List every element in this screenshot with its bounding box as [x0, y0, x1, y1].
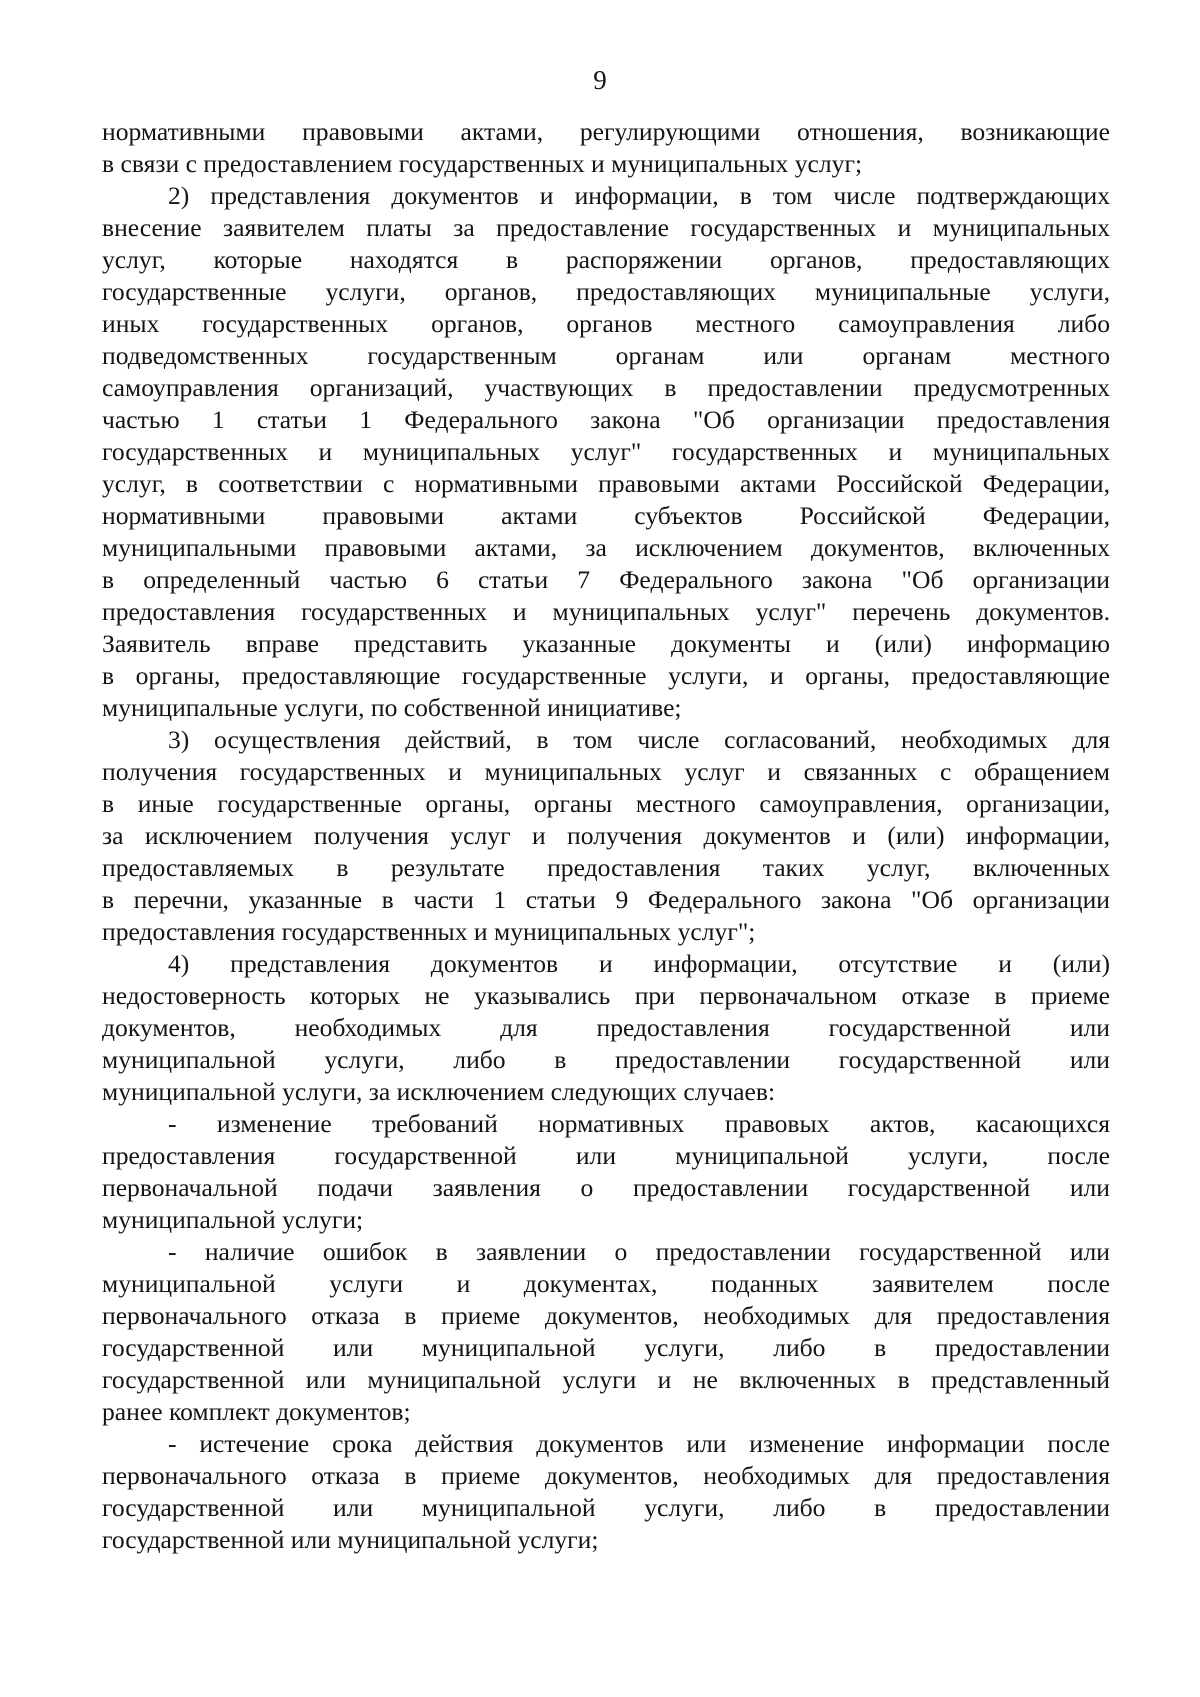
text-line: - изменение требований нормативных правовых актов, касающихся: [168, 1109, 1110, 1138]
text-line: недостоверность которых не указывались при первоначальном отказе в приеме: [102, 981, 1110, 1010]
text-line: Заявитель вправе представить указанные документы и (или) информацию: [102, 629, 1110, 658]
text-line: муниципальной услуги и документах, поданных заявителем после: [102, 1269, 1110, 1298]
text-line: предоставления государственных и муниципальных услуг";: [102, 917, 756, 946]
text-line: муниципальными правовыми актами, за исключением документов, включенных: [102, 533, 1110, 562]
text-line: документов, необходимых для предоставления государственной или: [102, 1013, 1110, 1042]
text-line: государственной или муниципальной услуги, либо в предоставлении: [102, 1333, 1110, 1362]
text-line: государственной или муниципальной услуги;: [102, 1525, 599, 1554]
text-line: нормативными правовыми актами, регулирующими отношения, возникающие: [102, 117, 1110, 146]
text-line: в иные государственные органы, органы местного самоуправления, организации,: [102, 789, 1110, 818]
text-line: муниципальной услуги, за исключением следующих случаев:: [102, 1077, 776, 1106]
text-line: внесение заявителем платы за предоставление государственных и муниципальных: [102, 213, 1110, 242]
text-line: - истечение срока действия документов или изменение информации после: [168, 1429, 1110, 1458]
text-line: подведомственных государственным органам или органам местного: [102, 341, 1110, 370]
text-line: государственной или муниципальной услуги и не включенных в представленный: [102, 1365, 1110, 1394]
text-line: муниципальные услуги, по собственной инициативе;: [102, 693, 682, 722]
document-body: [102, 116, 1110, 1556]
text-line: 4) представления документов и информации, отсутствие и (или): [168, 949, 1110, 978]
text-line: в органы, предоставляющие государственные услуги, и органы, предоставляющие: [102, 661, 1110, 690]
text-line: ранее комплект документов;: [102, 1397, 411, 1426]
text-line: 2) представления документов и информации, в том числе подтверждающих: [168, 181, 1110, 210]
text-line: - наличие ошибок в заявлении о предоставлении государственной или: [168, 1237, 1110, 1266]
text-line: за исключением получения услуг и получения документов и (или) информации,: [102, 821, 1110, 850]
text-line: муниципальной услуги, либо в предоставлении государственной или: [102, 1045, 1110, 1074]
text-line: муниципальной услуги;: [102, 1205, 364, 1234]
text-line: первоначального отказа в приеме документов, необходимых для предоставления: [102, 1461, 1110, 1490]
text-line: в определенный частью 6 статьи 7 Федерального закона "Об организации: [102, 565, 1110, 594]
page-number: 9: [593, 65, 607, 95]
text-line: услуг, в соответствии с нормативными правовыми актами Российской Федерации,: [102, 469, 1110, 498]
text-line: предоставления государственной или муниципальной услуги, после: [102, 1141, 1110, 1170]
text-line: первоначального отказа в приеме документов, необходимых для предоставления: [102, 1301, 1110, 1330]
text-line: самоуправления организаций, участвующих в предоставлении предусмотренных: [102, 373, 1110, 402]
text-line: предоставления государственных и муниципальных услуг" перечень документов.: [102, 597, 1110, 626]
text-line: получения государственных и муниципальных услуг и связанных с обращением: [102, 757, 1110, 786]
text-line: государственной или муниципальной услуги, либо в предоставлении: [102, 1493, 1110, 1522]
text-line: частью 1 статьи 1 Федерального закона "Об организации предоставления: [102, 405, 1110, 434]
text-line: первоначальной подачи заявления о предоставлении государственной или: [102, 1173, 1110, 1202]
text-line: предоставляемых в результате предоставления таких услуг, включенных: [102, 853, 1110, 882]
text-line: государственных и муниципальных услуг" государственных и муниципальных: [102, 437, 1110, 466]
text-line: государственные услуги, органов, предоставляющих муниципальные услуги,: [102, 277, 1110, 306]
text-line: услуг, которые находятся в распоряжении органов, предоставляющих: [102, 245, 1110, 274]
text-line: 3) осуществления действий, в том числе согласований, необходимых для: [168, 725, 1110, 754]
text-line: иных государственных органов, органов местного самоуправления либо: [102, 309, 1110, 338]
text-line: в связи с предоставлением государственных и муниципальных услуг;: [102, 149, 863, 178]
text-line: нормативными правовыми актами субъектов Российской Федерации,: [102, 501, 1110, 530]
text-line: в перечни, указанные в части 1 статьи 9 Федерального закона "Об организации: [102, 885, 1110, 914]
